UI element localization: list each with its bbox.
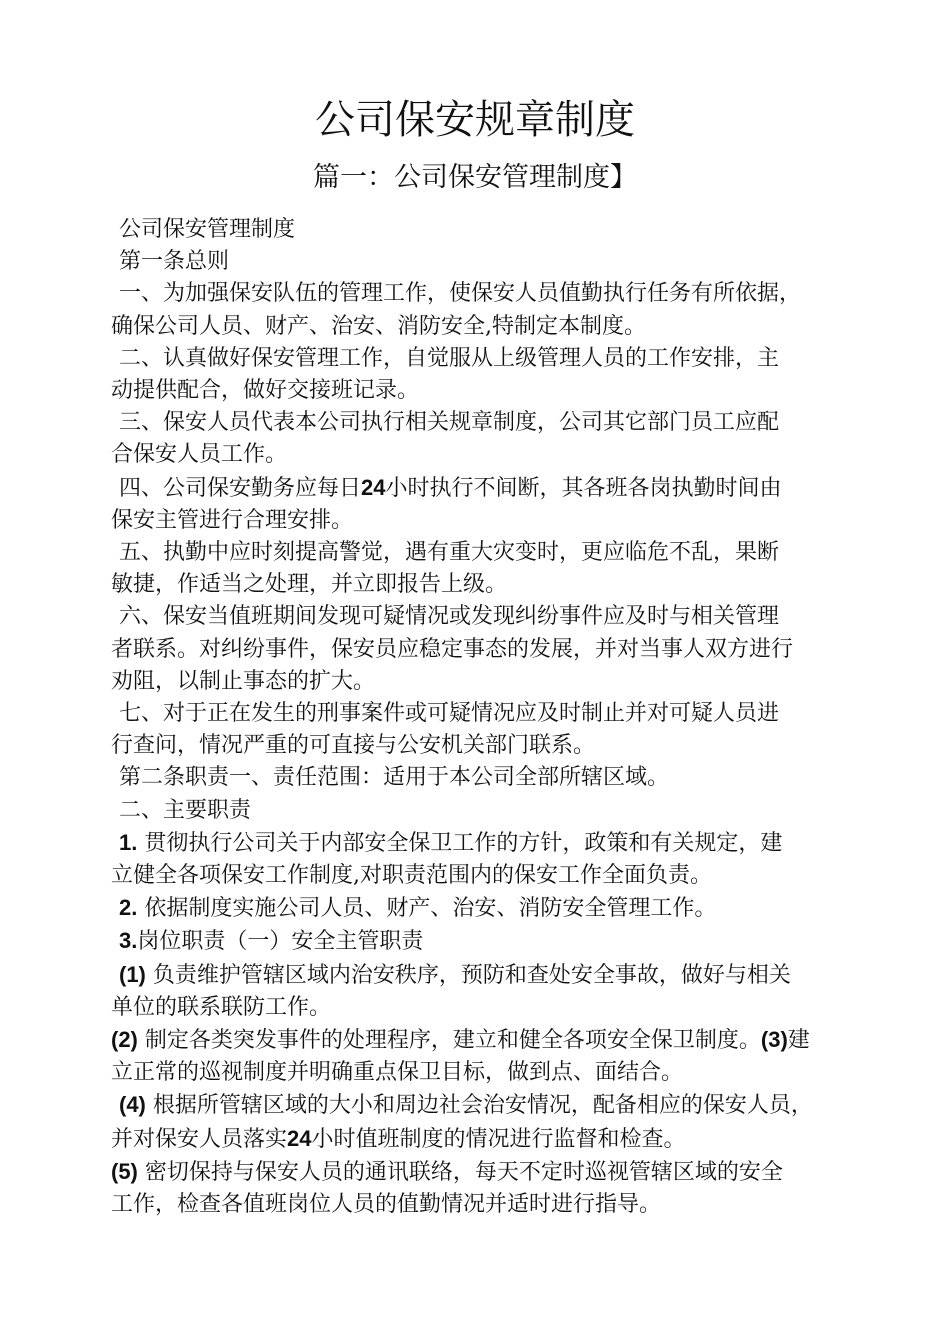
text-line: 并对保安人员落实24小时值班制度的情况进行监督和检查。: [111, 1125, 686, 1152]
text-line: 1. 贯彻执行公司关于内部安全保卫工作的方针，政策和有关规定，建: [119, 829, 783, 856]
text-line: 者联系。对纠纷事件，保安员应稳定事态的发展，并对当事人双方进行: [111, 636, 794, 662]
text-line: 行查问，情况严重的可直接与公安机关部门联系。: [111, 733, 596, 759]
text-line: (1) 负责维护管辖区域内治安秩序，预防和查处安全事故，做好与相关: [119, 961, 791, 988]
text-line: 一、为加强保安队伍的管理工作，使保安人员值勤执行任务有所依据，: [119, 281, 802, 307]
text-line: 2. 依据制度实施公司人员、财产、治安、消防安全管理工作。: [119, 895, 717, 922]
number-token: (3): [760, 1027, 788, 1053]
text-line: 第二条职责一、责任范围：适用于本公司全部所辖区域。: [119, 765, 670, 791]
text-line: 3.岗位职责（一）安全主管职责: [119, 928, 424, 955]
text-line: 工作，检查各值班岗位人员的值勤情况并适时进行指导。: [111, 1192, 662, 1218]
number-token: (4): [119, 1092, 146, 1118]
text-line: 三、保安人员代表本公司执行相关规章制度，公司其它部门员工应配: [119, 410, 780, 436]
text-line: 立正常的巡视制度并明确重点保卫目标，做到点、面结合。: [111, 1060, 684, 1086]
text-line: 二、认真做好保安管理工作，自觉服从上级管理人员的工作安排，主: [119, 345, 780, 371]
document-subtitle: 篇一：公司保安管理制度】: [313, 162, 637, 193]
text-line: (2) 制定各类突发事件的处理程序，建立和健全各项安全保卫制度。(3)建: [111, 1027, 810, 1054]
number-token: 1.: [119, 829, 138, 855]
text-line: 确保公司人员、财产、治安、消防安全,特制定本制度。: [111, 313, 646, 339]
number-token: (1): [119, 961, 146, 987]
number-token: 24: [361, 474, 386, 500]
text-line: 劝阻，以制止事态的扩大。: [111, 668, 376, 694]
text-line: 动提供配合，做好交接班记录。: [111, 378, 420, 404]
text-line: 保安主管进行合理安排。: [111, 507, 354, 533]
text-line: 二、主要职责: [119, 797, 252, 823]
number-token: (5): [111, 1158, 138, 1184]
text-line: 第一条总则: [119, 249, 230, 275]
number-token: 24: [287, 1125, 312, 1151]
text-line: 五、执勤中应时刻提高警觉，遇有重大灾变时，更应临危不乱，果断: [119, 540, 780, 566]
text-line: (5) 密切保持与保安人员的通讯联络，每天不定时巡视管辖区域的安全: [111, 1158, 783, 1185]
document-title: 公司保安规章制度: [315, 97, 635, 143]
text-line: 四、公司保安勤务应每日24小时执行不间断，其各班各岗执勤时间由: [119, 474, 782, 501]
text-line: (4) 根据所管辖区域的大小和周边社会治安情况，配备相应的保安人员，: [119, 1092, 813, 1119]
number-token: 2.: [119, 895, 138, 921]
number-token: 3.: [119, 928, 138, 954]
text-line: 六、保安当值班期间发现可疑情况或发现纠纷事件应及时与相关管理: [119, 604, 780, 630]
text-line: 合保安人员工作。: [111, 442, 288, 468]
text-line: 单位的联系联防工作。: [111, 994, 332, 1020]
text-line: 公司保安管理制度: [119, 217, 296, 242]
number-token: (2): [111, 1027, 138, 1053]
text-line: 立健全各项保安工作制度,对职责范围内的保安工作全面负责。: [111, 863, 712, 889]
text-line: 七、对于正在发生的刑事案件或可疑情况应及时制止并对可疑人员进: [119, 701, 780, 727]
document-body: [111, 214, 843, 1221]
text-line: 敏捷，作适当之处理，并立即报告上级。: [111, 572, 508, 598]
